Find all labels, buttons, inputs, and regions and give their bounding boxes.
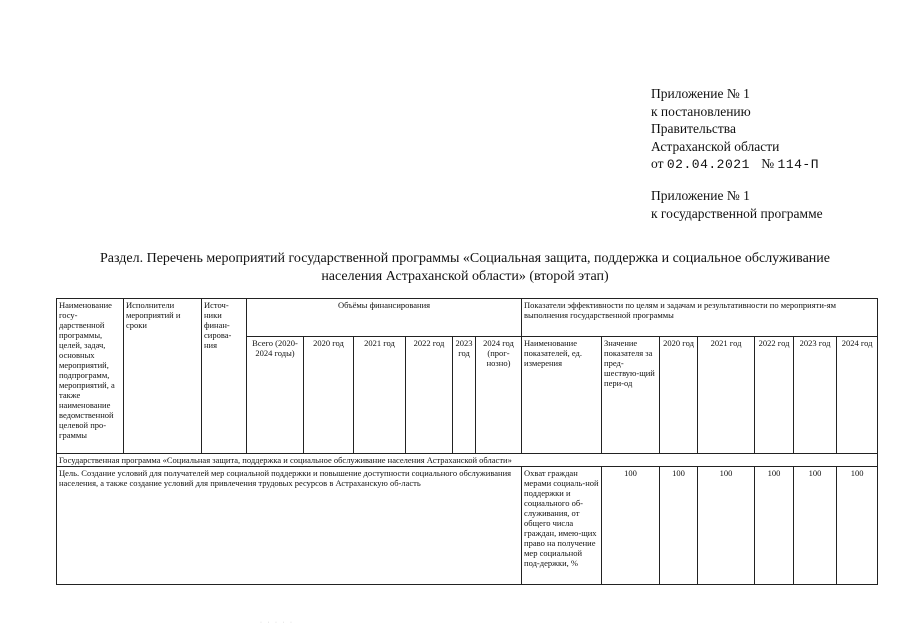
- goal-value-2020: 100: [660, 467, 698, 585]
- appendix-line: к государственной программе: [651, 205, 823, 221]
- header-2023: 2023 год: [453, 337, 476, 454]
- header-ind-2021: 2021 год: [698, 337, 755, 454]
- header-indicator-name: Наименование показателей, ед. измерения: [522, 337, 602, 454]
- appendix-block-2: [651, 187, 823, 222]
- section-title: [40, 250, 890, 286]
- header-funding: Объёмы финансирования: [247, 299, 522, 337]
- header-sources: Источ-ники финан-сирова-ния: [202, 299, 247, 454]
- scan-artifact: · · · · ·: [260, 620, 294, 626]
- header-ind-2023: 2023 год: [794, 337, 837, 454]
- goal-prev-value: 100: [602, 467, 660, 585]
- title-line: населения Астраханской области» (второй этап): [321, 269, 609, 284]
- header-2024: 2024 год (прог-нозно): [476, 337, 522, 454]
- decree-date: 02.04.2021: [666, 157, 750, 172]
- header-executors: Исполнители мероприятий и сроки: [124, 299, 202, 454]
- header-2020: 2020 год: [304, 337, 354, 454]
- header-name: Наименование госу-дарственной программы, целей, задач, основных мероприятий, подпрограмм, мероприятий, а также наименование ведомственной целевой про-граммы: [57, 299, 124, 454]
- header-ind-2020: 2020 год: [660, 337, 698, 454]
- from-label: от: [651, 156, 664, 171]
- header-2022: 2022 год: [406, 337, 453, 454]
- header-ind-2022: 2022 год: [755, 337, 794, 454]
- header-ind-2024: 2024 год: [837, 337, 878, 454]
- goal-text: Цель. Создание условий для получателей мер социальной поддержки и повышение доступности социального обслуживания населения, а также создание условий для привлечения трудовых ресурсов в Астраханскую об-ласть: [57, 467, 522, 585]
- appendix-line: Приложение № 1: [651, 86, 750, 101]
- header-2021: 2021 год: [354, 337, 406, 454]
- goal-value-2023: 100: [794, 467, 837, 585]
- header-indicators: Показатели эффективности по целям и задачам и результативности по мероприяти-ям выполнения государственной программы: [522, 299, 878, 337]
- appendix-line: Астраханской области: [651, 138, 780, 154]
- decree-number: 114-П: [777, 157, 820, 172]
- header-total: Всего (2020-2024 годы): [247, 337, 304, 454]
- title-line: Раздел. Перечень мероприятий государственной программы «Социальная защита, поддержка и социальное обслуживание: [99, 251, 830, 266]
- goal-indicator: Охват граждан мерами социаль-ной поддержки и социального об-служивания, от общего числа граждан, имею-щих право на получение мер социальной под-держки, %: [522, 467, 602, 585]
- appendix-line: к постановлению: [651, 103, 751, 119]
- measures-table: [56, 298, 878, 585]
- number-label: №: [761, 156, 775, 171]
- goal-value-2024: 100: [837, 467, 878, 585]
- header-indicator-prev: Значение показателя за пред-шествую-щий пери-од: [602, 337, 660, 454]
- appendix-date-line: [651, 155, 819, 174]
- goal-value-2021: 100: [698, 467, 755, 585]
- program-row: Государственная программа «Социальная защита, поддержка и социальное обслуживание населения Астраханской области»: [57, 454, 878, 467]
- goal-value-2022: 100: [755, 467, 794, 585]
- appendix-line: Приложение № 1: [651, 188, 750, 203]
- appendix-block: [651, 85, 819, 174]
- appendix-line: Правительства: [651, 121, 736, 136]
